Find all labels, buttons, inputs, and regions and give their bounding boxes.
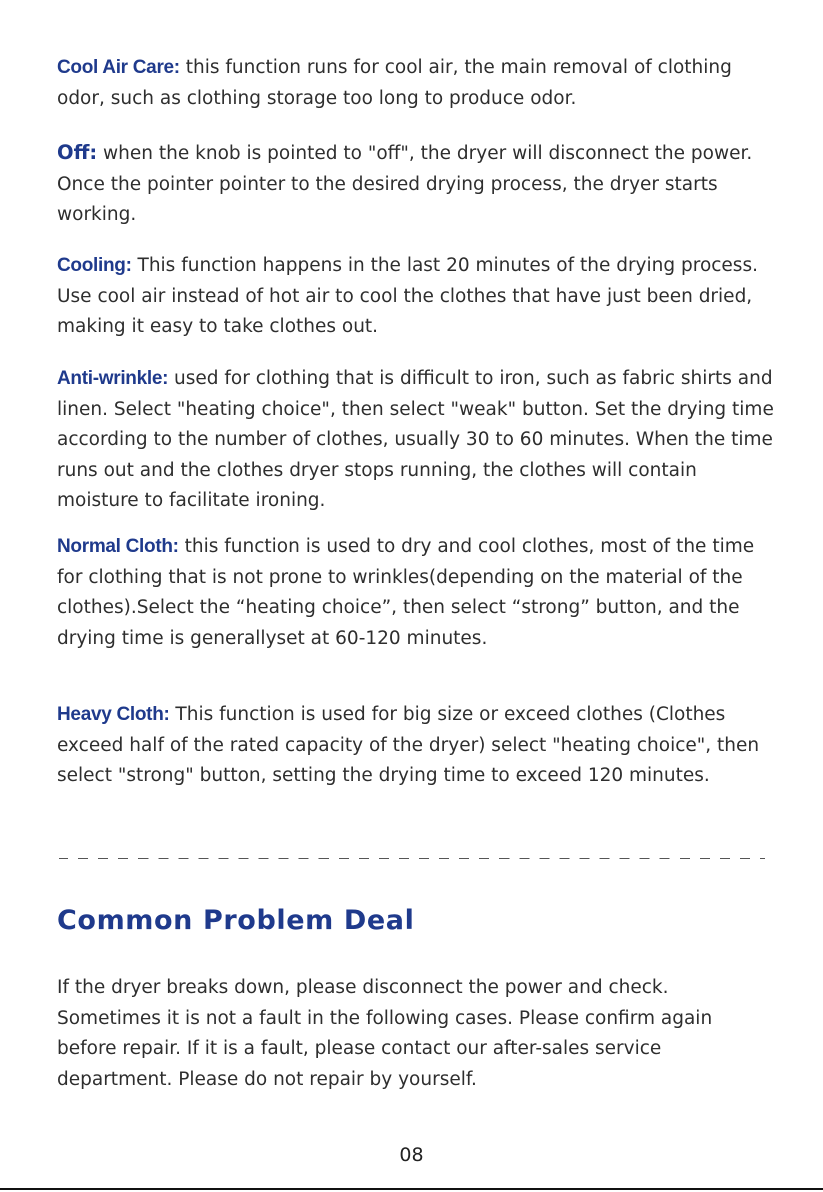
section-term: Off: [57,141,98,164]
section-term: Heavy Cloth: [57,704,170,725]
section-off [57,138,777,231]
section-anti-wrinkle [57,364,777,517]
section-text: This function happens in the last 20 minutes of the drying process. Use cool air instead of hot air to cool the clothes that have just been dried, making it easy to take clothes out. [57,255,758,337]
dashed-divider [59,858,765,859]
section-cooling [57,251,777,343]
section-text: when the knob is pointed to "off", the dryer will disconnect the power. Once the pointer pointer to the desired drying process, the dryer starts working. [57,143,753,225]
section-normal-cloth [57,532,777,654]
section-term: Normal Cloth: [57,536,179,557]
section-heading: Common Problem Deal [57,905,415,936]
section-heavy-cloth [57,700,777,792]
bottom-rule [0,1188,823,1190]
problem-intro-text: If the dryer breaks down, please disconnect the power and check. Sometimes it is not a fault in the following cases. Please confirm again before repair. If it is a fault, please contact our after-sales service department. Please do not repair by yourself. [57,977,713,1090]
section-text: this function runs for cool air, the main removal of clothing odor, such as clothing storage too long to produce odor. [57,57,732,109]
section-term: Anti-wrinkle: [57,368,169,389]
section-text: This function is used for big size or exceed clothes (Clothes exceed half of the rated capacity of the dryer) select "heating choice", then select "strong" button, setting the drying time to exceed 120 minutes. [57,704,760,786]
page-number: 08 [399,1144,424,1166]
section-text: used for clothing that is difficult to iron, such as fabric shirts and linen. Select "heating choice", then select "weak" button. Set the drying time according to the number of clothes, usually 30 to 60 minutes. When the time runs out and the clothes dryer stops running, the clothes will contain moisture to facilitate ironing. [57,368,774,511]
section-cool-air-care [57,53,777,114]
section-term: Cool Air Care: [57,57,180,78]
section-text: this function is used to dry and cool clothes, most of the time for clothing that is not prone to wrinkles(depending on the material of the clothes).Select the “heating choice”, then select “strong” button, and the drying time is generallyset at 60-120 minutes. [57,536,755,649]
section-term: Cooling: [57,255,132,276]
